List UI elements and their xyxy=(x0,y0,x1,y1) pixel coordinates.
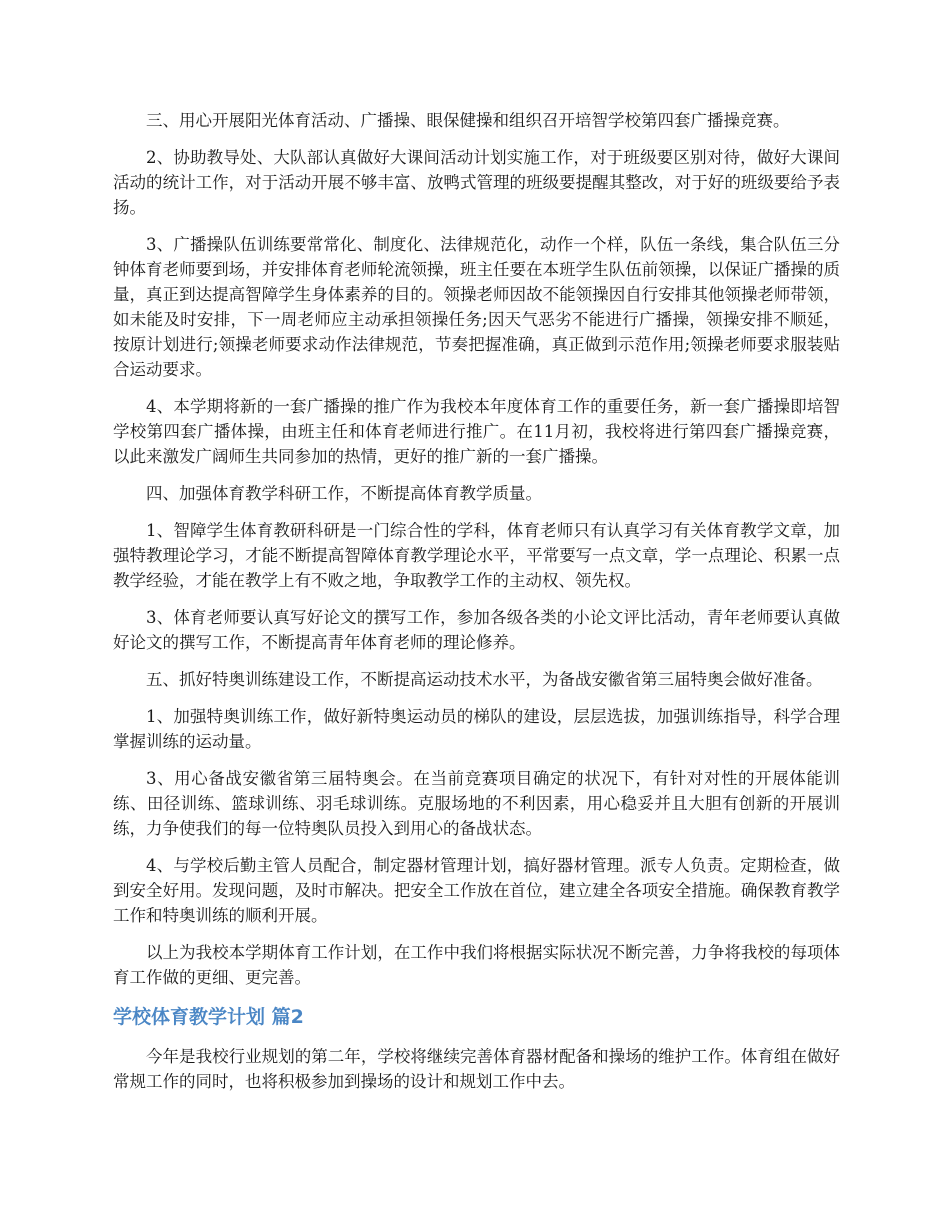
paragraph-item-4-equipment: 4、与学校后勤主管人员配合，制定器材管理计划，搞好器材管理。派专人负责。定期检查，做到安全好用。发现问题，及时市解决。把安全工作放在首位，建立建全各项安全措施。确保教育教学工作和特奥训练的顺利开展。 xyxy=(113,856,840,925)
paragraph-item-3-papers: 3、体育老师要认真写好论文的撰写工作，参加各级各类的小论文评比活动，青年老师要认真做好论文的撰写工作，不断提高青年体育老师的理论修养。 xyxy=(113,608,840,652)
paragraph-section-three: 三、用心开展阳光体育活动、广播操、眼保健操和组织召开培智学校第四套广播操竞赛。 xyxy=(146,111,790,130)
paragraph-item-4-new-exercise: 4、本学期将新的一套广播操的推广作为我校本年度体育工作的重要任务，新一套广播操即培智学校第四套广播体操，由班主任和体育老师进行推广。在11月初，我校将进行第四套广播操竞赛，以此来激发广阔师生共同参加的热情，更好的推广新的一套广播操。 xyxy=(113,397,840,466)
document-body xyxy=(113,108,840,1106)
paragraph-conclusion: 以上为我校本学期体育工作计划，在工作中我们将根据实际状况不断完善，力争将我校的每项体育工作做的更细、更完善。 xyxy=(113,943,840,987)
paragraph-item-2-big-break: 2、协助教导处、大队部认真做好大课间活动计划实施工作，对于班级要区别对待，做好大课间活动的统计工作，对于活动开展不够丰富、放鸭式管理的班级要提醒其整改，对于好的班级要给予表扬。 xyxy=(113,148,840,217)
paragraph-section-five: 五、抓好特奥训练建设工作，不断提高运动技术水平，为备战安徽省第三届特奥会做好准备。 xyxy=(146,670,823,689)
paragraph-item-3-exercise-team: 3、广播操队伍训练要常常化、制度化、法律规范化，动作一个样，队伍一条线，集合队伍三分钟体育老师要到场，并安排体育老师轮流领操，班主任要在本班学生队伍前领操，以保证广播操的质量，真正到达提高智障学生身体素养的目的。领操老师因故不能领操因自行安排其他领操老师带领，如未能及时安排，下一周老师应主动承担领操任务;因天气恶劣不能进行广播操，领操安排不顺延，按原计划进行;领操老师要求动作法律规范，节奏把握准确，真正做到示范作用;领操老师要求服装贴合运动要求。 xyxy=(113,235,840,379)
paragraph-plan2-intro: 今年是我校行业规划的第二年，学校将继续完善体育器材配备和操场的维护工作。体育组在做好常规工作的同时，也将积极参加到操场的设计和规划工作中去。 xyxy=(113,1047,840,1091)
paragraph-item-1-special-olympics: 1、加强特奥训练工作，做好新特奥运动员的梯队的建设，层层选拔，加强训练指导，科学合理掌握训练的运动量。 xyxy=(113,707,840,751)
section-heading: 学校体育教学计划 篇2 xyxy=(113,1006,304,1028)
paragraph-item-1-research: 1、智障学生体育教研科研是一门综合性的学科，体育老师只有认真学习有关体育教学文章，加强特教理论学习，才能不断提高智障体育教学理论水平，平常要写一点文章，学一点理论、积累一点教学经验，才能在教学上有不败之地，争取教学工作的主动权、领先权。 xyxy=(113,521,840,590)
paragraph-item-3-preparation: 3、用心备战安徽省第三届特奥会。在当前竞赛项目确定的状况下，有针对对性的开展体能训练、田径训练、篮球训练、羽毛球训练。克服场地的不利因素，用心稳妥并且大胆有创新的开展训练，力争使我们的每一位特奥队员投入到用心的备战状态。 xyxy=(113,769,840,838)
paragraph-section-four: 四、加强体育教学科研工作，不断提高体育教学质量。 xyxy=(146,484,542,503)
